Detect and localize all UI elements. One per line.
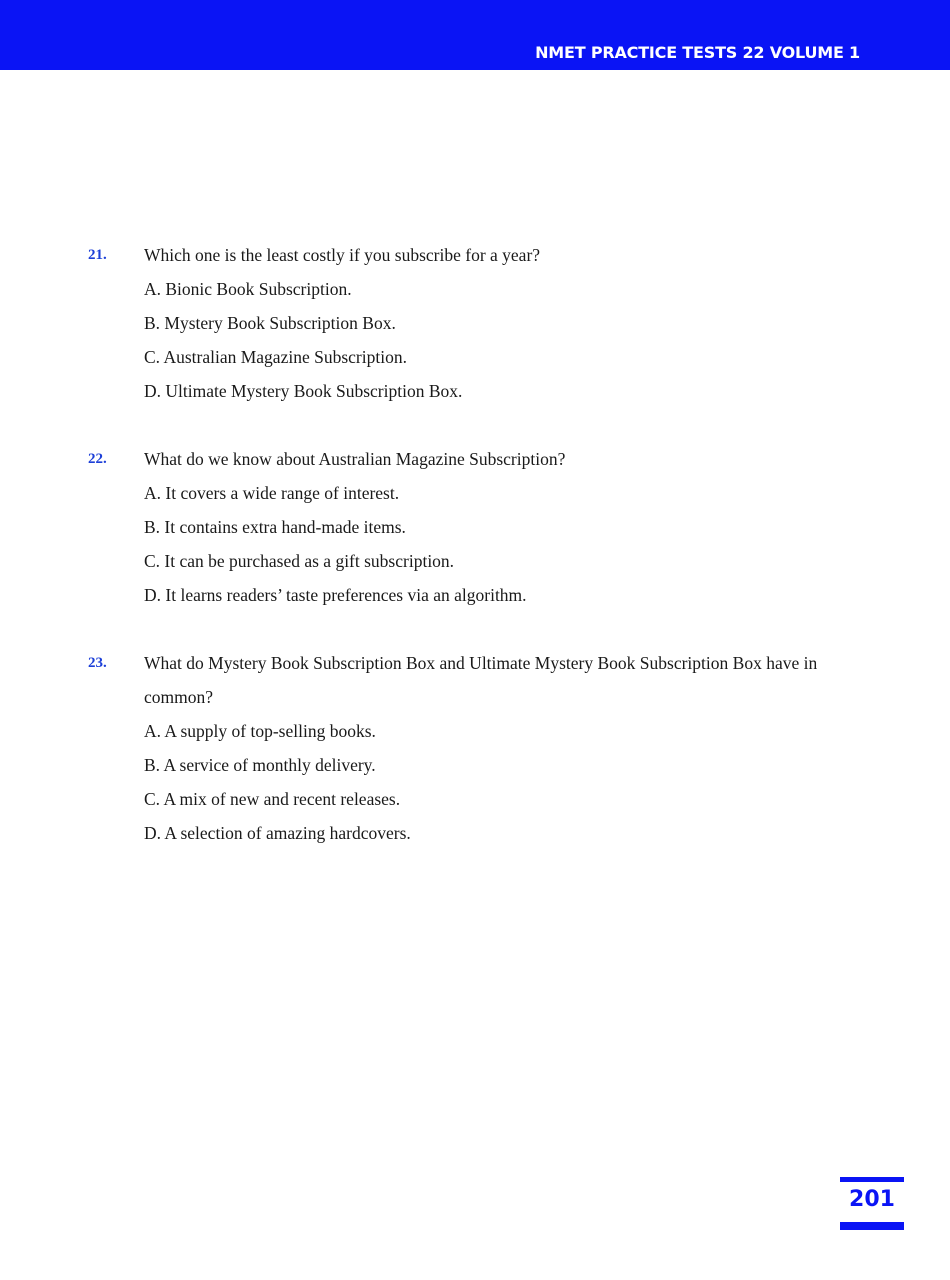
option-a: A. It covers a wide range of interest.	[144, 483, 400, 503]
question-text: What do we know about Australian Magazine Subscription?	[144, 449, 566, 469]
question-list	[88, 238, 868, 884]
option-a: A. A supply of top-selling books.	[144, 721, 376, 741]
question-22	[88, 442, 868, 612]
question-23	[88, 646, 868, 850]
page-number-top-bar	[840, 1177, 904, 1182]
question-21	[88, 238, 868, 408]
question-number: 22.	[88, 451, 107, 467]
option-d: D. It learns readers’ taste preferences via an algorithm.	[144, 585, 527, 605]
question-number: 21.	[88, 247, 107, 263]
question-body	[144, 238, 868, 408]
question-text: Which one is the least costly if you subscribe for a year?	[144, 245, 541, 265]
option-b: B. A service of monthly delivery.	[144, 755, 376, 775]
page-number: 201	[849, 1187, 895, 1212]
option-c: C. A mix of new and recent releases.	[144, 789, 401, 809]
option-b: B. It contains extra hand-made items.	[144, 517, 406, 537]
page-number-block	[840, 1177, 904, 1230]
question-text: What do Mystery Book Subscription Box and Ultimate Mystery Book Subscription Box have in common?	[144, 653, 818, 707]
option-d: D. Ultimate Mystery Book Subscription Box.	[144, 381, 463, 401]
header-title: NMET PRACTICE TESTS 22 VOLUME 1	[535, 43, 860, 62]
option-a: A. Bionic Book Subscription.	[144, 279, 352, 299]
option-c: C. It can be purchased as a gift subscription.	[144, 551, 455, 571]
question-body	[144, 442, 868, 612]
question-body	[144, 646, 868, 850]
header-band	[0, 0, 950, 70]
option-b: B. Mystery Book Subscription Box.	[144, 313, 396, 333]
option-d: D. A selection of amazing hardcovers.	[144, 823, 411, 843]
page-number-bottom-bar	[840, 1222, 904, 1230]
question-number: 23.	[88, 655, 107, 671]
option-c: C. Australian Magazine Subscription.	[144, 347, 407, 367]
